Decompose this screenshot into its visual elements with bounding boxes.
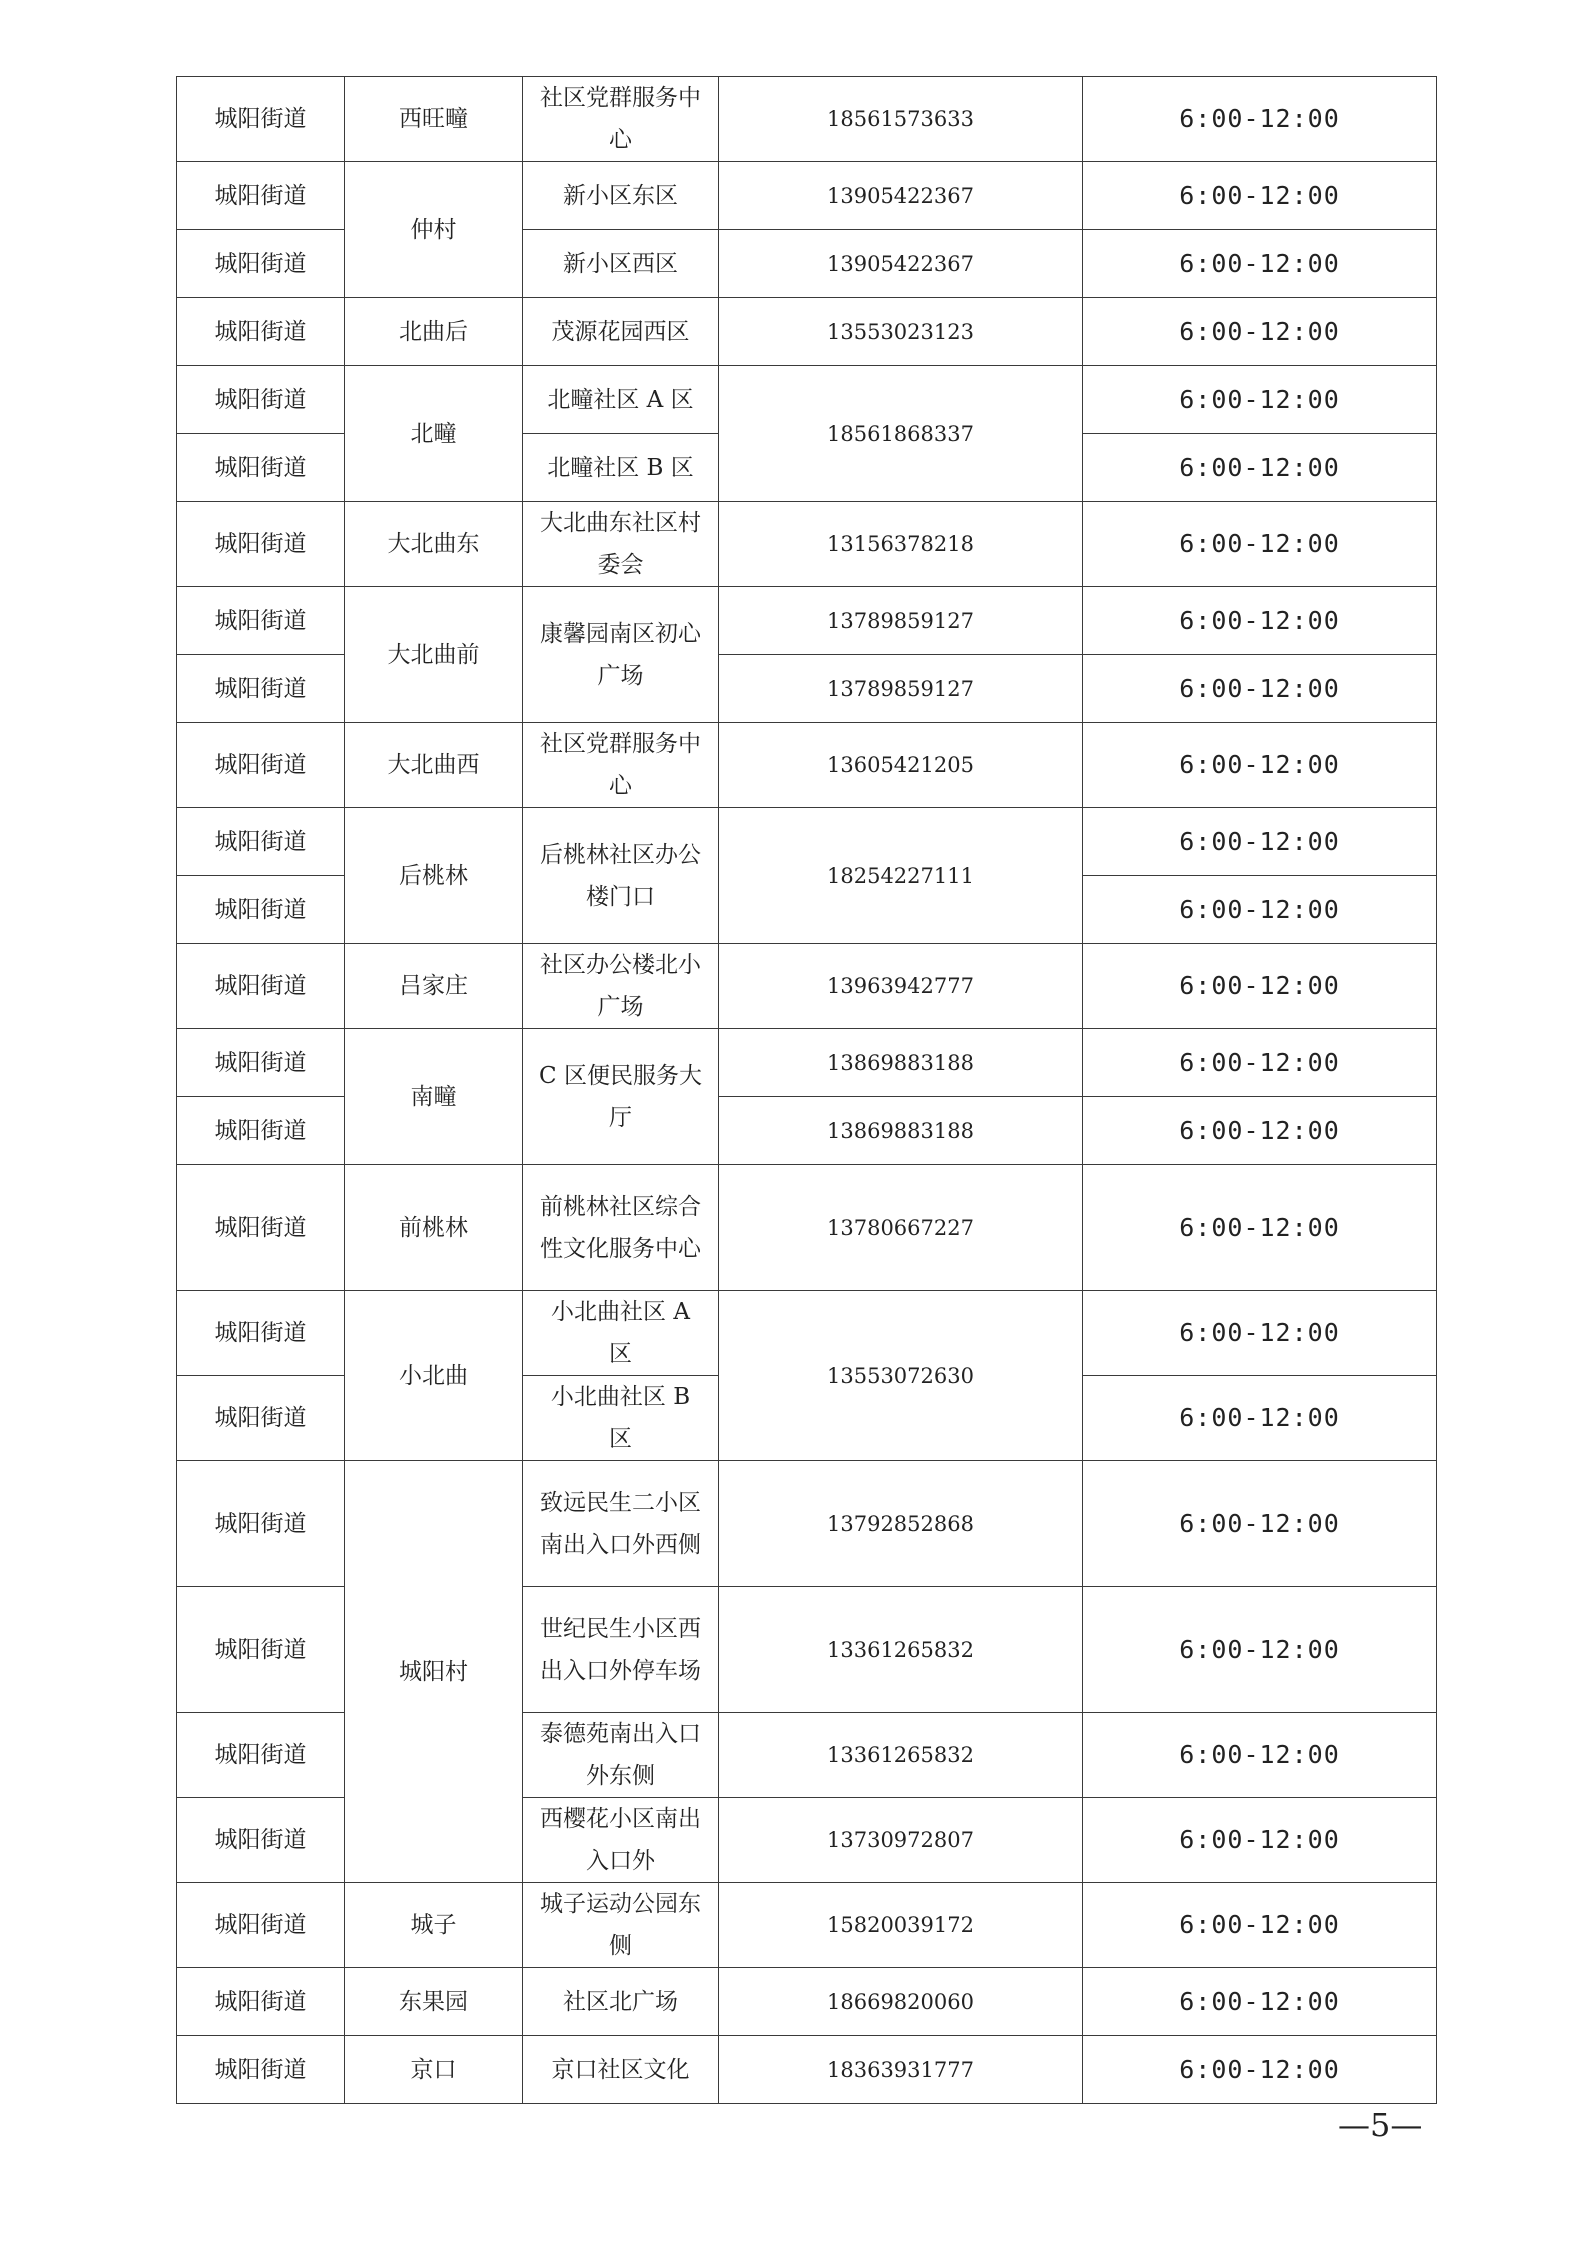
table-row bbox=[177, 77, 1437, 162]
table-row bbox=[177, 162, 1437, 230]
community-cell: 前桃林 bbox=[345, 1165, 523, 1291]
location-cell: 西樱花小区南出入口外 bbox=[523, 1798, 719, 1883]
phone-cell: 13156378218 bbox=[719, 502, 1083, 587]
time-cell: 6:00-12:00 bbox=[1083, 434, 1437, 502]
time-cell: 6:00-12:00 bbox=[1083, 723, 1437, 808]
location-cell: 后桃林社区办公楼门口 bbox=[523, 808, 719, 944]
phone-cell: 13553023123 bbox=[719, 298, 1083, 366]
location-cell: 社区北广场 bbox=[523, 1968, 719, 2036]
time-cell: 6:00-12:00 bbox=[1083, 587, 1437, 655]
location-cell: 康馨园南区初心广场 bbox=[523, 587, 719, 723]
community-cell: 大北曲西 bbox=[345, 723, 523, 808]
phone-cell: 18363931777 bbox=[719, 2036, 1083, 2104]
phone-cell: 13869883188 bbox=[719, 1029, 1083, 1097]
community-cell: 大北曲东 bbox=[345, 502, 523, 587]
phone-cell: 13789859127 bbox=[719, 655, 1083, 723]
table-row bbox=[177, 366, 1437, 434]
location-cell: 前桃林社区综合性文化服务中心 bbox=[523, 1165, 719, 1291]
table-row bbox=[177, 2036, 1437, 2104]
location-cell: 社区党群服务中心 bbox=[523, 77, 719, 162]
community-cell: 北曲后 bbox=[345, 298, 523, 366]
phone-cell: 13905422367 bbox=[719, 230, 1083, 298]
phone-cell: 13789859127 bbox=[719, 587, 1083, 655]
location-cell: C 区便民服务大厅 bbox=[523, 1029, 719, 1165]
community-cell: 仲村 bbox=[345, 162, 523, 298]
time-cell: 6:00-12:00 bbox=[1083, 1029, 1437, 1097]
street-cell: 城阳街道 bbox=[177, 1587, 345, 1713]
phone-cell: 13553072630 bbox=[719, 1291, 1083, 1461]
location-cell: 新小区西区 bbox=[523, 230, 719, 298]
street-cell: 城阳街道 bbox=[177, 1097, 345, 1165]
table-row bbox=[177, 1165, 1437, 1291]
time-cell: 6:00-12:00 bbox=[1083, 876, 1437, 944]
phone-cell: 13361265832 bbox=[719, 1713, 1083, 1798]
street-cell: 城阳街道 bbox=[177, 1798, 345, 1883]
street-cell: 城阳街道 bbox=[177, 1165, 345, 1291]
phone-cell: 18561868337 bbox=[719, 366, 1083, 502]
time-cell: 6:00-12:00 bbox=[1083, 1461, 1437, 1587]
community-cell: 北疃 bbox=[345, 366, 523, 502]
phone-cell: 13963942777 bbox=[719, 944, 1083, 1029]
location-cell: 小北曲社区 A 区 bbox=[523, 1291, 719, 1376]
street-cell: 城阳街道 bbox=[177, 655, 345, 723]
street-cell: 城阳街道 bbox=[177, 1291, 345, 1376]
location-cell: 北疃社区 B 区 bbox=[523, 434, 719, 502]
street-cell: 城阳街道 bbox=[177, 808, 345, 876]
time-cell: 6:00-12:00 bbox=[1083, 1798, 1437, 1883]
table-row bbox=[177, 723, 1437, 808]
phone-cell: 13792852868 bbox=[719, 1461, 1083, 1587]
phone-cell: 13780667227 bbox=[719, 1165, 1083, 1291]
time-cell: 6:00-12:00 bbox=[1083, 2036, 1437, 2104]
time-cell: 6:00-12:00 bbox=[1083, 1376, 1437, 1461]
street-cell: 城阳街道 bbox=[177, 2036, 345, 2104]
schedule-table bbox=[176, 76, 1437, 2104]
location-cell: 社区党群服务中心 bbox=[523, 723, 719, 808]
street-cell: 城阳街道 bbox=[177, 366, 345, 434]
street-cell: 城阳街道 bbox=[177, 1029, 345, 1097]
street-cell: 城阳街道 bbox=[177, 162, 345, 230]
street-cell: 城阳街道 bbox=[177, 876, 345, 944]
location-cell: 致远民生二小区南出入口外西侧 bbox=[523, 1461, 719, 1587]
location-cell: 泰德苑南出入口外东侧 bbox=[523, 1713, 719, 1798]
community-cell: 吕家庄 bbox=[345, 944, 523, 1029]
street-cell: 城阳街道 bbox=[177, 944, 345, 1029]
time-cell: 6:00-12:00 bbox=[1083, 298, 1437, 366]
time-cell: 6:00-12:00 bbox=[1083, 655, 1437, 723]
location-cell: 新小区东区 bbox=[523, 162, 719, 230]
time-cell: 6:00-12:00 bbox=[1083, 230, 1437, 298]
time-cell: 6:00-12:00 bbox=[1083, 1587, 1437, 1713]
location-cell: 京口社区文化 bbox=[523, 2036, 719, 2104]
phone-cell: 13869883188 bbox=[719, 1097, 1083, 1165]
time-cell: 6:00-12:00 bbox=[1083, 1165, 1437, 1291]
community-cell: 东果园 bbox=[345, 1968, 523, 2036]
time-cell: 6:00-12:00 bbox=[1083, 502, 1437, 587]
time-cell: 6:00-12:00 bbox=[1083, 1291, 1437, 1376]
community-cell: 西旺疃 bbox=[345, 77, 523, 162]
time-cell: 6:00-12:00 bbox=[1083, 944, 1437, 1029]
street-cell: 城阳街道 bbox=[177, 77, 345, 162]
location-cell: 城子运动公园东侧 bbox=[523, 1883, 719, 1968]
time-cell: 6:00-12:00 bbox=[1083, 1968, 1437, 2036]
street-cell: 城阳街道 bbox=[177, 1883, 345, 1968]
table-row bbox=[177, 808, 1437, 876]
community-cell: 后桃林 bbox=[345, 808, 523, 944]
table-row bbox=[177, 502, 1437, 587]
street-cell: 城阳街道 bbox=[177, 1376, 345, 1461]
location-cell: 北疃社区 A 区 bbox=[523, 366, 719, 434]
street-cell: 城阳街道 bbox=[177, 502, 345, 587]
time-cell: 6:00-12:00 bbox=[1083, 366, 1437, 434]
location-cell: 世纪民生小区西出入口外停车场 bbox=[523, 1587, 719, 1713]
community-cell: 小北曲 bbox=[345, 1291, 523, 1461]
phone-cell: 18254227111 bbox=[719, 808, 1083, 944]
table-row bbox=[177, 1883, 1437, 1968]
community-cell: 城阳村 bbox=[345, 1461, 523, 1883]
time-cell: 6:00-12:00 bbox=[1083, 808, 1437, 876]
phone-cell: 13730972807 bbox=[719, 1798, 1083, 1883]
table-row bbox=[177, 587, 1437, 655]
time-cell: 6:00-12:00 bbox=[1083, 162, 1437, 230]
community-cell: 京口 bbox=[345, 2036, 523, 2104]
street-cell: 城阳街道 bbox=[177, 298, 345, 366]
phone-cell: 18561573633 bbox=[719, 77, 1083, 162]
table-row bbox=[177, 1461, 1437, 1587]
street-cell: 城阳街道 bbox=[177, 587, 345, 655]
time-cell: 6:00-12:00 bbox=[1083, 1713, 1437, 1798]
street-cell: 城阳街道 bbox=[177, 723, 345, 808]
page-number: —5— bbox=[1338, 2106, 1423, 2144]
phone-cell: 13605421205 bbox=[719, 723, 1083, 808]
community-cell: 南疃 bbox=[345, 1029, 523, 1165]
time-cell: 6:00-12:00 bbox=[1083, 1883, 1437, 1968]
phone-cell: 13905422367 bbox=[719, 162, 1083, 230]
phone-cell: 15820039172 bbox=[719, 1883, 1083, 1968]
location-cell: 小北曲社区 B 区 bbox=[523, 1376, 719, 1461]
time-cell: 6:00-12:00 bbox=[1083, 77, 1437, 162]
table-row bbox=[177, 944, 1437, 1029]
street-cell: 城阳街道 bbox=[177, 1713, 345, 1798]
time-cell: 6:00-12:00 bbox=[1083, 1097, 1437, 1165]
table-row bbox=[177, 298, 1437, 366]
table-row bbox=[177, 1291, 1437, 1376]
street-cell: 城阳街道 bbox=[177, 434, 345, 502]
street-cell: 城阳街道 bbox=[177, 1968, 345, 2036]
street-cell: 城阳街道 bbox=[177, 230, 345, 298]
street-cell: 城阳街道 bbox=[177, 1461, 345, 1587]
community-cell: 城子 bbox=[345, 1883, 523, 1968]
community-cell: 大北曲前 bbox=[345, 587, 523, 723]
location-cell: 大北曲东社区村委会 bbox=[523, 502, 719, 587]
location-cell: 茂源花园西区 bbox=[523, 298, 719, 366]
phone-cell: 13361265832 bbox=[719, 1587, 1083, 1713]
table-row bbox=[177, 1029, 1437, 1097]
table-row bbox=[177, 1968, 1437, 2036]
location-cell: 社区办公楼北小广场 bbox=[523, 944, 719, 1029]
phone-cell: 18669820060 bbox=[719, 1968, 1083, 2036]
